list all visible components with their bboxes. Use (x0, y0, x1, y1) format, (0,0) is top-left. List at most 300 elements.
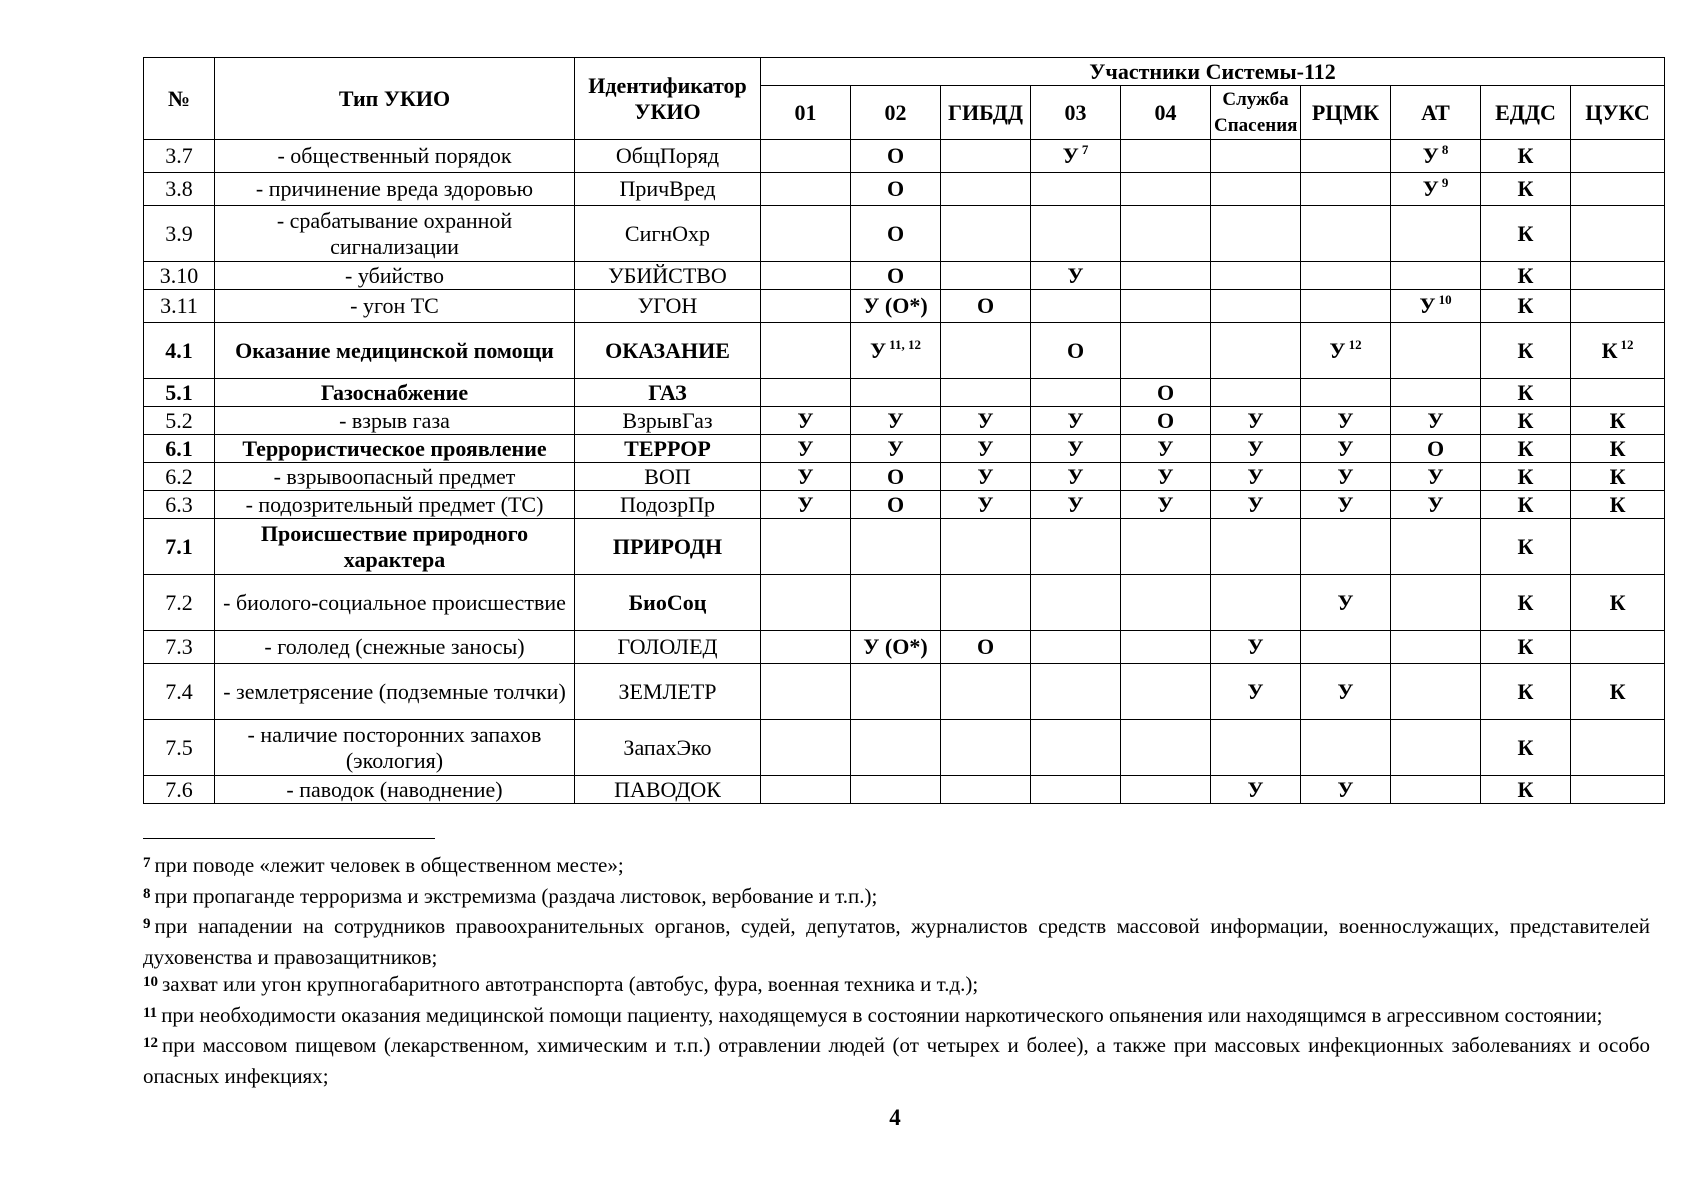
participant-cell (941, 776, 1031, 804)
footnote-ref: 10 (1438, 292, 1452, 307)
cell-mark: У (1427, 463, 1444, 489)
participant-cell (1121, 262, 1211, 290)
participant-cell (1571, 323, 1665, 379)
cell-mark: У (1419, 293, 1436, 318)
cell-mark: О (1426, 435, 1445, 461)
participant-cell (1031, 379, 1121, 407)
participant-cell (1301, 575, 1391, 631)
cell-mark: У (1329, 337, 1346, 363)
participant-cell (851, 664, 941, 720)
cell-mark: У (1337, 678, 1354, 704)
cell-mark: К (1517, 435, 1534, 461)
participant-cell (1481, 262, 1571, 290)
participant-cell (761, 776, 851, 804)
participant-cell (1391, 491, 1481, 519)
participant-cell (941, 575, 1031, 631)
row-num: 3.11 (144, 290, 215, 323)
participant-cell (1391, 776, 1481, 804)
cell-mark: У (1067, 435, 1084, 461)
cell-mark: У (1337, 463, 1354, 489)
participant-cell (761, 173, 851, 206)
table-row (144, 379, 1665, 407)
participant-cell (1031, 323, 1121, 379)
row-id: ПричВред (575, 173, 761, 206)
participant-cell (1121, 463, 1211, 491)
participant-cell (1481, 323, 1571, 379)
cell-mark: У (797, 407, 814, 433)
row-num: 7.3 (144, 631, 215, 664)
participant-cell (761, 491, 851, 519)
participant-cell (1391, 463, 1481, 491)
footnote-text: при поводе «лежит человек в общественном месте»; (154, 853, 624, 877)
participant-cell (1211, 776, 1301, 804)
participant-cell (941, 140, 1031, 173)
table-row (144, 262, 1665, 290)
participant-cell (761, 140, 851, 173)
footnote-text: при пропаганде терроризма и экстремизма (раздача листовок, вербование и т.п.); (154, 883, 878, 908)
footnote-number: 10 (143, 974, 158, 990)
row-num: 6.1 (144, 435, 215, 463)
participant-cell (1391, 379, 1481, 407)
participant-cell (1571, 435, 1665, 463)
participant-cell (1211, 631, 1301, 664)
participant-cell (851, 631, 941, 664)
row-id: ТЕРРОР (575, 435, 761, 463)
cell-mark: У (1247, 491, 1264, 517)
footnote-text: при массовом пищевом (лекарственном, химическим и т.п.) отравлении людей (от четырех и более), а также при массовых инфекционных заболеваниях и особо опасных инфекциях; (143, 1033, 1650, 1088)
header-col-03: 03 (1031, 86, 1121, 140)
participant-cell (1121, 379, 1211, 407)
participant-cell (761, 463, 851, 491)
table-row (144, 720, 1665, 776)
row-type: - взрывоопасный предмет (215, 463, 575, 491)
cell-mark: У (797, 463, 814, 489)
footnote-ref: 12 (1620, 336, 1634, 352)
cell-mark: К (1517, 776, 1534, 802)
cell-mark: У (977, 407, 994, 433)
participant-cell (761, 379, 851, 407)
cell-mark: К (1517, 678, 1534, 704)
cell-mark: О (1156, 407, 1175, 433)
cell-mark: У (1427, 491, 1444, 517)
table-row (144, 575, 1665, 631)
cell-mark: У (1247, 678, 1264, 704)
participant-cell (1481, 173, 1571, 206)
cell-mark: У (1157, 435, 1174, 461)
participant-cell (761, 206, 851, 262)
footnote-number: 12 (143, 1035, 158, 1051)
footnote (143, 913, 1650, 971)
footnote (143, 883, 1650, 914)
participant-cell (1211, 407, 1301, 435)
table-row (144, 631, 1665, 664)
row-num: 3.7 (144, 140, 215, 173)
row-id: ЗапахЭко (575, 720, 761, 776)
cell-mark: У (1157, 463, 1174, 489)
cell-mark: У (1067, 463, 1084, 489)
participant-cell (941, 206, 1031, 262)
row-num: 6.2 (144, 463, 215, 491)
participant-cell (941, 664, 1031, 720)
row-id: ПРИРОДН (575, 519, 761, 575)
footnote-ref: 7 (1081, 142, 1089, 157)
participant-cell (1481, 463, 1571, 491)
cell-mark: О (1066, 337, 1085, 363)
participant-cell (1571, 631, 1665, 664)
cell-mark: О (886, 262, 905, 288)
participant-cell (1391, 664, 1481, 720)
participant-cell (1571, 407, 1665, 435)
participant-cell (1481, 519, 1571, 575)
participant-cell (1481, 290, 1571, 323)
participant-cell (1211, 206, 1301, 262)
participant-cell (1211, 519, 1301, 575)
cell-mark: О (976, 634, 995, 659)
participant-cell (1301, 262, 1391, 290)
footnote (143, 971, 1650, 1002)
participant-cell (1211, 140, 1301, 173)
participant-cell (851, 435, 941, 463)
participant-cell (1571, 173, 1665, 206)
footnote-text: при необходимости оказания медицинской помощи пациенту, находящемуся в состоянии наркотического опьянения или находящимся в агрессивном состоянии; (161, 1002, 1603, 1027)
row-type: - наличие посторонних запахов (экология) (215, 720, 575, 776)
participant-cell (1121, 491, 1211, 519)
participant-cell (1301, 631, 1391, 664)
participant-cell (941, 407, 1031, 435)
participant-cell (1391, 435, 1481, 463)
participant-cell (761, 519, 851, 575)
row-num: 3.10 (144, 262, 215, 290)
cell-mark: К (1609, 678, 1626, 704)
header-col-at: АТ (1391, 86, 1481, 140)
participant-cell (1481, 407, 1571, 435)
table-row (144, 519, 1665, 575)
participant-cell (1121, 519, 1211, 575)
participant-cell (1481, 379, 1571, 407)
participant-cell (1571, 491, 1665, 519)
participant-cell (1301, 323, 1391, 379)
participant-cell (761, 631, 851, 664)
cell-mark: К (1517, 262, 1534, 288)
cell-mark: У (1337, 435, 1354, 461)
participant-cell (761, 435, 851, 463)
cell-mark: К (1517, 533, 1534, 559)
participant-cell (761, 262, 851, 290)
participant-cell (1481, 631, 1571, 664)
footnote-number: 7 (143, 855, 151, 871)
cell-mark: У (1247, 634, 1264, 659)
participant-cell (851, 173, 941, 206)
header-num: № (144, 58, 215, 140)
row-id: ГАЗ (575, 379, 761, 407)
participant-cell (1481, 140, 1571, 173)
participant-cell (941, 631, 1031, 664)
participant-cell (1121, 173, 1211, 206)
cell-mark: У (887, 407, 904, 433)
participant-cell (941, 720, 1031, 776)
cell-mark: К (1517, 463, 1534, 489)
participant-cell (851, 407, 941, 435)
participant-cell (1481, 206, 1571, 262)
participant-cell (1031, 664, 1121, 720)
footnote-ref: 9 (1441, 175, 1449, 190)
header-col-rescue: Служба Спасения (1211, 86, 1301, 140)
cell-mark: К (1517, 491, 1534, 517)
cell-mark: У (1427, 407, 1444, 433)
participant-cell (1211, 463, 1301, 491)
footnote-text: захват или угон крупногабаритного автотранспорта (автобус, фура, военная техника и т.д.); (162, 972, 979, 996)
participant-cell (1121, 631, 1211, 664)
row-num: 3.8 (144, 173, 215, 206)
participant-cell (1571, 720, 1665, 776)
cell-mark: У (977, 435, 994, 461)
row-type: Оказание медицинской помощи (215, 323, 575, 379)
cell-mark: У (1337, 776, 1354, 802)
cell-mark: У (977, 463, 994, 489)
participant-cell (1301, 491, 1391, 519)
footnote-text: при нападении на сотрудников правоохранительных органов, судей, депутатов, журналистов средств массовой информации, военнослужащих, представителей духовенства и правозащитников; (143, 914, 1650, 969)
participant-cell (1031, 173, 1121, 206)
page-number: 4 (889, 1105, 901, 1130)
participant-cell (761, 323, 851, 379)
cell-mark: К (1609, 407, 1626, 433)
cell-mark: У (1337, 407, 1354, 433)
footnotes (143, 852, 1650, 1090)
participant-cell (1301, 776, 1391, 804)
ukio-table (143, 57, 1665, 804)
row-num: 5.1 (144, 379, 215, 407)
participant-cell (1391, 720, 1481, 776)
participant-cell (941, 262, 1031, 290)
row-type: - причинение вреда здоровью (215, 173, 575, 206)
participant-cell (851, 290, 941, 323)
cell-mark: У (1247, 463, 1264, 489)
table-row (144, 463, 1665, 491)
row-id: ОбщПоряд (575, 140, 761, 173)
cell-mark: У (1337, 491, 1354, 517)
footnote (143, 1002, 1650, 1033)
participant-cell (1031, 435, 1121, 463)
participant-cell (1031, 631, 1121, 664)
participant-cell (1031, 720, 1121, 776)
cell-mark: У (1157, 491, 1174, 517)
cell-mark: К (1517, 293, 1534, 318)
cell-mark: К (1517, 407, 1534, 433)
table-body (144, 140, 1665, 804)
cell-mark: О (886, 491, 905, 517)
table-row (144, 776, 1665, 804)
cell-mark: У (1062, 143, 1079, 168)
row-id: УБИЙСТВО (575, 262, 761, 290)
participant-cell (1391, 519, 1481, 575)
participant-cell (1121, 290, 1211, 323)
table-row (144, 290, 1665, 323)
row-id: ПАВОДОК (575, 776, 761, 804)
participant-cell (1391, 206, 1481, 262)
table-row (144, 407, 1665, 435)
table-row (144, 206, 1665, 262)
participant-cell (761, 575, 851, 631)
row-id: ВзрывГаз (575, 407, 761, 435)
row-id: УГОН (575, 290, 761, 323)
cell-mark: У (1067, 262, 1084, 288)
participant-cell (1031, 776, 1121, 804)
cell-mark: У (1067, 407, 1084, 433)
participant-cell (1031, 290, 1121, 323)
cell-mark: К (1517, 337, 1534, 363)
cell-mark: У (1247, 407, 1264, 433)
header-col-rcmk: РЦМК (1301, 86, 1391, 140)
cell-mark: К (1609, 589, 1626, 615)
participant-cell (1481, 776, 1571, 804)
table-row (144, 491, 1665, 519)
participant-cell (1121, 206, 1211, 262)
cell-mark: К (1517, 176, 1534, 201)
footnote (143, 852, 1650, 883)
cell-mark: У (977, 491, 994, 517)
participant-cell (1301, 140, 1391, 173)
cell-mark: У (797, 491, 814, 517)
cell-mark: У (1422, 176, 1439, 201)
participant-cell (1031, 206, 1121, 262)
row-id: БиоСоц (575, 575, 761, 631)
row-type: - биолого-социальное происшествие (215, 575, 575, 631)
header-participants: Участники Системы-112 (761, 58, 1665, 86)
participant-cell (851, 323, 941, 379)
cell-mark: У (887, 435, 904, 461)
cell-mark: О (886, 220, 905, 246)
participant-cell (1211, 720, 1301, 776)
participant-cell (1121, 140, 1211, 173)
footnote-number: 11 (143, 1004, 158, 1021)
cell-mark: К (1601, 337, 1618, 363)
cell-mark: О (1156, 379, 1175, 405)
cell-mark: К (1609, 491, 1626, 517)
cell-mark: У (О*) (863, 634, 928, 659)
participant-cell (1571, 140, 1665, 173)
row-num: 4.1 (144, 323, 215, 379)
participant-cell (1571, 575, 1665, 631)
participant-cell (1211, 379, 1301, 407)
row-num: 7.6 (144, 776, 215, 804)
participant-cell (1211, 262, 1301, 290)
row-type: Происшествие природного характера (215, 519, 575, 575)
participant-cell (761, 664, 851, 720)
cell-mark: О (886, 463, 905, 489)
row-num: 7.2 (144, 575, 215, 631)
participant-cell (1031, 262, 1121, 290)
row-num: 7.1 (144, 519, 215, 575)
participant-cell (851, 206, 941, 262)
participant-cell (941, 491, 1031, 519)
participant-cell (1031, 463, 1121, 491)
cell-mark: У (1337, 589, 1354, 615)
participant-cell (1571, 463, 1665, 491)
participant-cell (1481, 491, 1571, 519)
cell-mark: О (886, 143, 905, 168)
participant-cell (1391, 173, 1481, 206)
participant-cell (1121, 664, 1211, 720)
participant-cell (1301, 379, 1391, 407)
participant-cell (1571, 379, 1665, 407)
participant-cell (1571, 664, 1665, 720)
participant-cell (1121, 323, 1211, 379)
footnote-ref: 8 (1441, 142, 1449, 157)
participant-cell (941, 173, 1031, 206)
participant-cell (1121, 720, 1211, 776)
header-col-edds: ЕДДС (1481, 86, 1571, 140)
participant-cell (761, 290, 851, 323)
participant-cell (1121, 435, 1211, 463)
participant-cell (761, 720, 851, 776)
row-type: - землетрясение (подземные толчки) (215, 664, 575, 720)
participant-cell (1301, 173, 1391, 206)
header-type: Тип УКИО (215, 58, 575, 140)
participant-cell (1301, 435, 1391, 463)
participant-cell (1031, 140, 1121, 173)
participant-cell (1391, 323, 1481, 379)
participant-cell (1211, 290, 1301, 323)
cell-mark: У (О*) (863, 293, 928, 318)
cell-mark: К (1517, 143, 1534, 168)
participant-cell (1391, 631, 1481, 664)
participant-cell (941, 435, 1031, 463)
row-id: ВОП (575, 463, 761, 491)
participant-cell (1121, 776, 1211, 804)
participant-cell (1301, 407, 1391, 435)
participant-cell (1211, 491, 1301, 519)
row-num: 5.2 (144, 407, 215, 435)
table-row (144, 323, 1665, 379)
participant-cell (1031, 491, 1121, 519)
participant-cell (1391, 407, 1481, 435)
participant-cell (851, 776, 941, 804)
participant-cell (851, 379, 941, 407)
participant-cell (1031, 407, 1121, 435)
participant-cell (1211, 173, 1301, 206)
participant-cell (851, 519, 941, 575)
row-type: - убийство (215, 262, 575, 290)
participant-cell (1301, 720, 1391, 776)
participant-cell (1301, 206, 1391, 262)
participant-cell (1571, 262, 1665, 290)
cell-mark: К (1609, 435, 1626, 461)
participant-cell (851, 575, 941, 631)
row-type: - гололед (снежные заносы) (215, 631, 575, 664)
participant-cell (1391, 262, 1481, 290)
participant-cell (761, 407, 851, 435)
footnote-number: 8 (143, 885, 151, 902)
participant-cell (1481, 664, 1571, 720)
cell-mark: К (1517, 379, 1534, 405)
cell-mark: К (1517, 634, 1534, 659)
participant-cell (1301, 463, 1391, 491)
participant-cell (941, 519, 1031, 575)
participant-cell (1301, 290, 1391, 323)
row-id: ЗЕМЛЕТР (575, 664, 761, 720)
row-type: Террористическое проявление (215, 435, 575, 463)
row-num: 7.4 (144, 664, 215, 720)
participant-cell (941, 463, 1031, 491)
participant-cell (1121, 407, 1211, 435)
cell-mark: К (1609, 463, 1626, 489)
table-row (144, 140, 1665, 173)
header-col-04: 04 (1121, 86, 1211, 140)
table-row (144, 435, 1665, 463)
footnote (143, 1032, 1650, 1090)
row-num: 3.9 (144, 206, 215, 262)
participant-cell (1571, 519, 1665, 575)
